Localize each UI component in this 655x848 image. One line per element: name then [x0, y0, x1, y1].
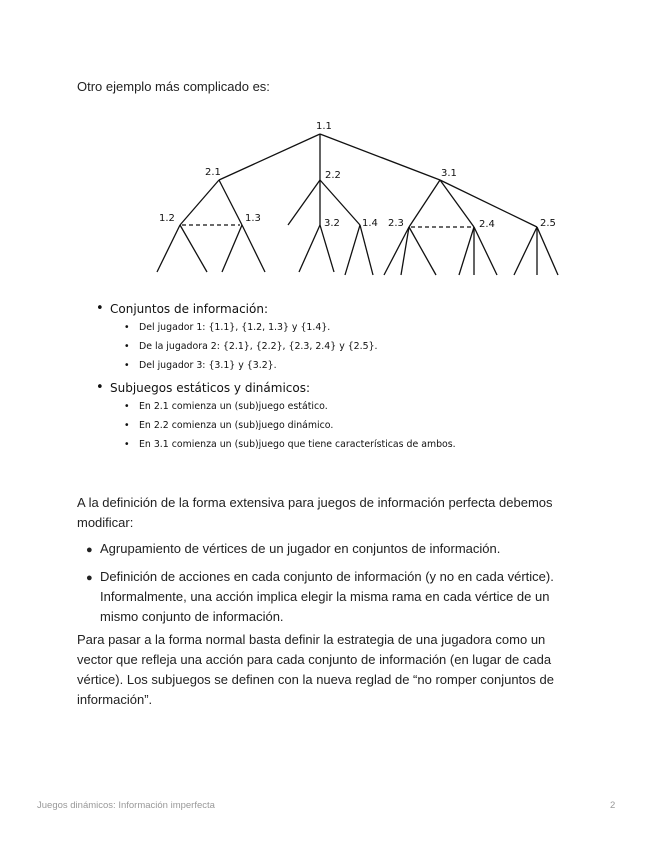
tree-edge: [180, 225, 207, 272]
list-item: • De la jugadora 2: {2.1}, {2.2}, {2.3, 2.4} y {2.5}.: [96, 337, 576, 356]
tree-edge: [474, 227, 497, 275]
node-label-1-3: 1.3: [245, 213, 261, 224]
footer-title: Juegos dinámicos: Información imperfecta: [37, 800, 215, 811]
tree-edge: [157, 225, 180, 272]
tree-edge: [180, 180, 219, 225]
node-label-2-1: 2.1: [205, 167, 221, 178]
tree-edge: [219, 134, 320, 180]
bullet-marker: ●: [86, 544, 93, 556]
tree-edge: [288, 180, 320, 225]
bullet-item: Agrupamiento de vértices de un jugador en conjuntos de información.: [100, 541, 501, 556]
list-item: • En 2.1 comienza un (sub)juego estático.: [96, 397, 576, 416]
list-item: • Del jugador 1: {1.1}, {1.2, 1.3} y {1.4}.: [96, 318, 576, 337]
bullet-marker: ●: [86, 572, 93, 584]
section-information-sets-title: • Conjuntos de información:: [96, 300, 576, 318]
tree-edge: [219, 180, 242, 225]
section-subgames-title: • Subjuegos estáticos y dinámicos:: [96, 379, 576, 397]
tree-edge: [320, 225, 334, 272]
list-item: • En 2.2 comienza un (sub)juego dinámico.: [96, 416, 576, 435]
tree-edge: [409, 180, 440, 227]
tree-edge: [514, 227, 537, 275]
node-label-1-1: 1.1: [316, 121, 332, 132]
node-label-2-5: 2.5: [540, 218, 556, 229]
node-label-2-3: 2.3: [388, 218, 404, 229]
paragraph-normal-form: Para pasar a la forma normal basta definir la estrategia de una jugadora como un vector que refleja una acción para cada conjunto de información (en lugar de cada vértice). Los subjuegos se definen con la nueva reglad de “no romper conjuntos de información”.: [77, 632, 554, 707]
tree-edge: [440, 180, 474, 227]
node-label-1-4: 1.4: [362, 218, 378, 229]
tree-edge: [345, 225, 360, 275]
node-label-1-2: 1.2: [159, 213, 175, 224]
list-item: • En 3.1 comienza un (sub)juego que tiene características de ambos.: [96, 435, 576, 454]
bullet-item: Definición de acciones en cada conjunto de información (y no en cada vértice). Informalmente, una acción implica elegir la misma rama en cada vértice de un mismo conjunto de información.: [100, 569, 554, 624]
paragraph-definition: A la definición de la forma extensiva para juegos de información perfecta debemos modificar:: [77, 495, 553, 530]
tree-edge: [222, 225, 242, 272]
page-number: 2: [610, 800, 616, 811]
node-label-3-2: 3.2: [324, 218, 340, 229]
tree-edge: [299, 225, 320, 272]
game-tree-diagram: [0, 0, 655, 290]
tree-edge: [360, 225, 373, 275]
intro-text: Otro ejemplo más complicado es:: [77, 79, 270, 94]
node-label-3-1: 3.1: [441, 168, 457, 179]
tree-edge: [242, 225, 265, 272]
tree-edge: [537, 227, 558, 275]
tree-edge: [409, 227, 436, 275]
list-item: • Del jugador 3: {3.1} y {3.2}.: [96, 356, 576, 375]
figure-notes: [96, 300, 576, 454]
tree-edge: [459, 227, 474, 275]
node-label-2-4: 2.4: [479, 219, 495, 230]
node-label-2-2: 2.2: [325, 170, 341, 181]
